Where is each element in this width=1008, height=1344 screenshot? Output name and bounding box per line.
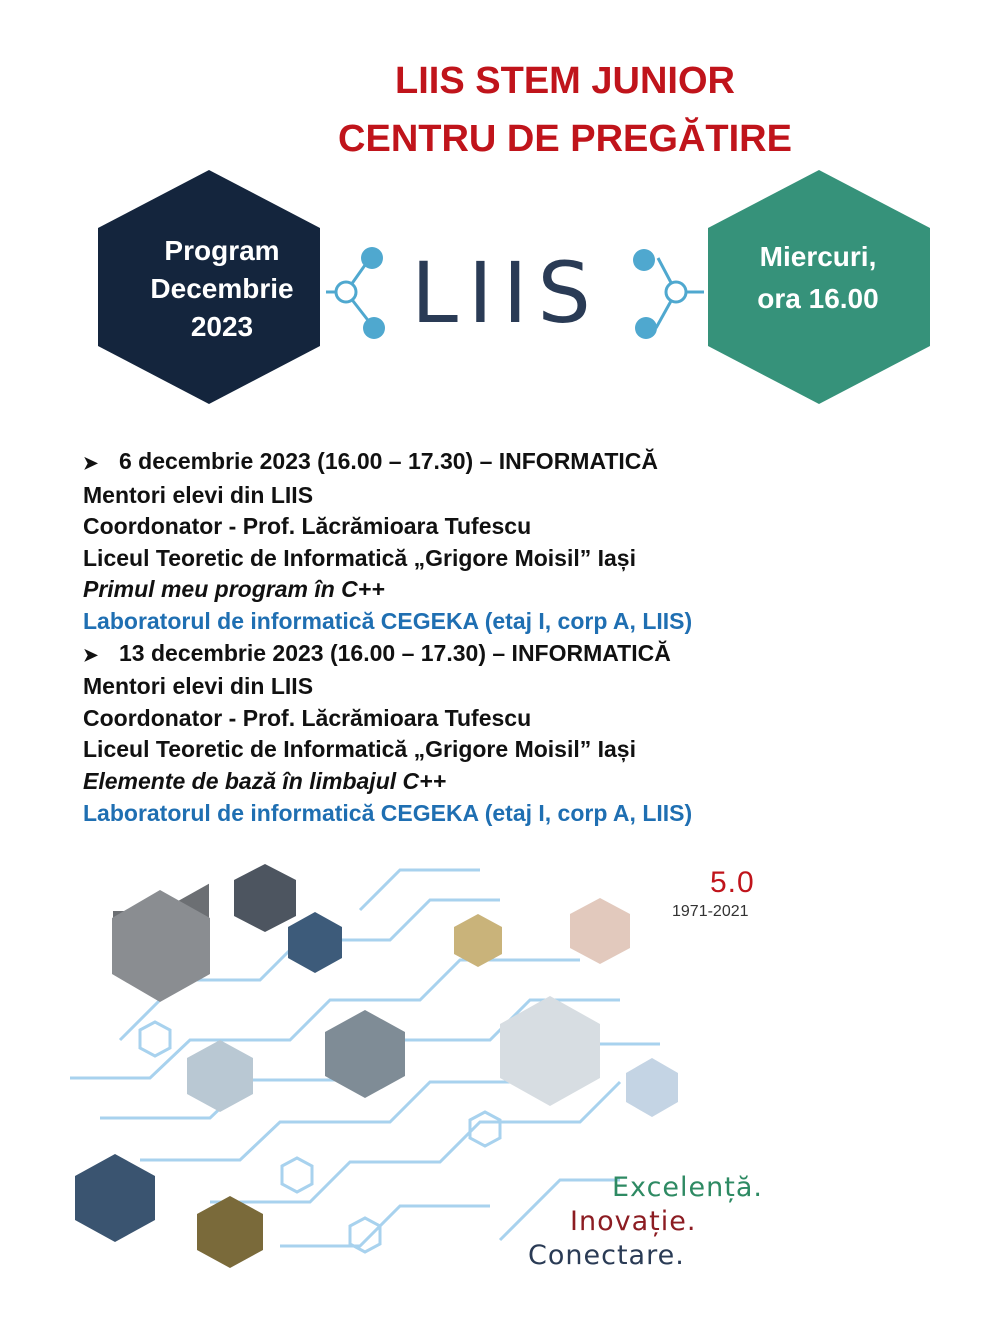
slogan-innovation: Inovație. bbox=[570, 1206, 697, 1237]
event-1-heading: ➤ 6 decembrie 2023 (16.00 – 17.30) – INFORMATICĂ bbox=[83, 446, 963, 480]
event-1-topic: Primul meu program în C++ bbox=[83, 576, 385, 603]
program-month: Decembrie bbox=[150, 273, 294, 304]
anniversary-logo: 5.0 bbox=[710, 866, 755, 899]
program-year: 2023 bbox=[190, 311, 254, 342]
event-1-mentors: Mentori elevi din LIIS bbox=[83, 481, 314, 508]
program-label: Program bbox=[164, 235, 280, 266]
anniversary-years: 1971-2021 bbox=[672, 903, 749, 920]
event-1-location: Laboratorul de informatică CEGEKA (etaj I, corp A, LIIS) bbox=[83, 607, 693, 634]
logo-text: LIIS bbox=[411, 244, 601, 342]
arrow-bullet-icon: ➤ bbox=[83, 453, 99, 473]
schedule-day: Miercuri, bbox=[759, 241, 877, 272]
schedule-hexagon-text bbox=[708, 236, 928, 320]
program-hexagon-text bbox=[96, 232, 348, 346]
page-title-line2: CENTRU DE PREGĂTIRE bbox=[338, 118, 792, 160]
event-2-heading: ➤ 13 decembrie 2023 (16.00 – 17.30) – INFORMATICĂ bbox=[83, 638, 963, 672]
event-2-coordinator: Coordonator - Prof. Lăcrămioara Tufescu bbox=[83, 704, 532, 731]
slogan-connection: Conectare. bbox=[528, 1240, 685, 1271]
event-2-location: Laboratorul de informatică CEGEKA (etaj I, corp A, LIIS) bbox=[83, 799, 693, 826]
event-1-school: Liceul Teoretic de Informatică „Grigore Moisil” Iași bbox=[83, 544, 636, 571]
event-2-school: Liceul Teoretic de Informatică „Grigore Moisil” Iași bbox=[83, 736, 636, 763]
slogan-excellence: Excelență. bbox=[612, 1172, 763, 1203]
page-title-line1: LIIS STEM JUNIOR bbox=[395, 60, 735, 102]
events-list bbox=[83, 446, 963, 829]
event-1-coordinator: Coordonator - Prof. Lăcrămioara Tufescu bbox=[83, 513, 532, 540]
arrow-bullet-icon: ➤ bbox=[83, 644, 99, 665]
liis-logo bbox=[326, 234, 706, 344]
event-2-mentors: Mentori elevi din LIIS bbox=[83, 673, 314, 700]
schedule-time: ora 16.00 bbox=[757, 283, 879, 314]
event-2-topic: Elemente de bază în limbajul C++ bbox=[83, 767, 447, 794]
